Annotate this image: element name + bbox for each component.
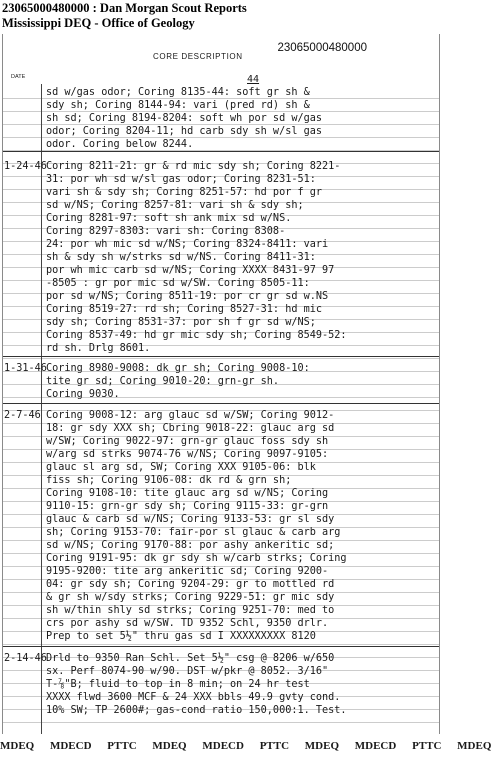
footer-item: PTTC	[259, 740, 290, 752]
footer-item: MDECD	[49, 740, 92, 752]
entry-text	[46, 652, 347, 717]
handwritten-mark: 44	[247, 74, 260, 85]
entry-text	[46, 160, 347, 355]
entry-line: Coring 8537-49: hd gr mic sdy sh; Coring 8549-52:	[46, 330, 347, 341]
sheet-id: 23065000480000	[277, 42, 367, 54]
footer-item: MDECD	[354, 740, 397, 752]
entry-line: glauc sl arg sd, SW; Coring XXX 9105-06: blk	[46, 462, 316, 473]
entry-line: sx. Perf 8074-90 w/90. DST w/pkr @ 8052. 3/16"	[46, 666, 329, 677]
entry-line: tite gr sd; Coring 9010-20: grn-gr sh.	[46, 376, 280, 387]
entry-line: Coring 8297-8303: vari sh: Coring 8308-	[46, 226, 286, 237]
entry-text	[46, 86, 322, 151]
entry-date: 1-31-46	[4, 363, 47, 374]
entry-line: Coring 8211-21: gr & rd mic sdy sh; Coring 8221-	[46, 161, 341, 172]
entry-line: odor; Coring 8204-11; hd carb sdy sh w/sl gas	[46, 126, 323, 137]
footer-item: MDECD	[202, 740, 244, 752]
entry-line: glauc & carb sd w/NS; Coring 9133-53: gr sl sdy	[46, 514, 335, 525]
entry-line: & gr sh w/sdy strks; Coring 9229-51: gr mic sdy	[46, 592, 335, 603]
footer-item: MDEQ	[152, 740, 187, 752]
report-header	[2, 1, 247, 31]
entry-line: 10% SW; TP 2600#; gas-cond ratio 150,000:1. Test.	[46, 705, 347, 716]
entry-line: sh; Coring 9153-70: fair-por sl glauc & carb arg	[46, 527, 341, 538]
entry-line: sdy sh; Coring 8144-94: vari (pred rd) sh &	[46, 100, 310, 111]
entry-line: Coring 9108-10: tite glauc arg sd w/NS; Coring	[46, 488, 329, 499]
entry-text	[46, 409, 347, 643]
footer-item: MDEQ	[457, 740, 492, 752]
entry-line: sh w/thin shly sd strks; Coring 9251-70: med to	[46, 605, 335, 616]
entry-line: Drld to 9350 Ran Schl. Set 5½" csg @ 8206 w/650	[46, 653, 335, 664]
entry-line: 9195-9200: tite arg ankeritic sd; Coring 9200-	[46, 566, 329, 577]
entry-date: 2-7-46	[4, 410, 41, 421]
entry-line: odor. Coring below 8244.	[46, 139, 194, 150]
entry-text	[46, 362, 310, 401]
entry-line: Coring 8519-27: rd sh; Coring 8527-31: hd mic	[46, 304, 323, 315]
entry-separator	[3, 403, 439, 404]
entry-line: T-⅞"B; fluid to top in 8 min; on 24 hr test	[46, 679, 310, 690]
entry-line: XXXX flwd 3600 MCF & 24 XXX bbls 49.9 gvty cond.	[46, 692, 341, 703]
entry-line: sd w/NS; Coring 8257-81: vari sh & sdy sh;	[46, 200, 304, 211]
entry-line: w/arg sd strks 9074-76 w/NS; Coring 9097-9105:	[46, 449, 329, 460]
entry-line: w/SW; Coring 9022-97: grn-gr glauc foss sdy sh	[46, 436, 329, 447]
entry-line: Prep to set 5½" thru gas sd I XXXXXXXXX 8120	[46, 631, 316, 642]
entry-line: crs por ashy sd w/SW. TD 9352 Schl, 9350 drlr.	[46, 618, 329, 629]
entry-line: Coring 9030.	[46, 389, 120, 400]
entry-line: Coring 8281-97: soft sh ank mix sd w/NS.	[46, 213, 292, 224]
entry-line: sdy sh; Coring 8531-37: por sh f gr sd w/NS;	[46, 317, 316, 328]
entry-line: 9110-15: grn-gr sdy sh; Coring 9115-33: gr-grn	[46, 501, 329, 512]
entry-line: 24: por wh mic sd w/NS; Coring 8324-8411: vari	[46, 239, 329, 250]
entry-line: Coring 8980-9008: dk gr sh; Coring 9008-10:	[46, 363, 310, 374]
entry-line: sd w/gas odor; Coring 8135-44: soft gr sh &	[46, 87, 310, 98]
footer-item: MDEQ	[0, 740, 35, 752]
entry-line: 31: por wh sd w/sl gas odor; Coring 8231-51:	[46, 174, 316, 185]
entry-line: Coring 9008-12: arg glauc sd w/SW; Coring 9012-	[46, 410, 335, 421]
footer-item: MDEQ	[304, 740, 340, 752]
date-column-divider	[41, 84, 42, 734]
entry-date: 2-14-46	[4, 653, 47, 664]
footer-bar	[0, 740, 492, 752]
entry-line: Coring 9191-95: dk gr sdy sh w/carb strks; Coring	[46, 553, 347, 564]
entry-line: por wh mic carb sd w/NS; Coring XXXX 8431-97 97	[46, 265, 335, 276]
entry-line: sh sd; Coring 8194-8204: soft wh por sd w/gas	[46, 113, 323, 124]
report-subtitle: Mississippi DEQ - Office of Geology	[2, 16, 195, 30]
entry-line: rd sh. Drlg 8601.	[46, 343, 151, 354]
date-column-label: DATE	[11, 74, 26, 80]
entry-line: 18: gr sdy XXX sh; Cbring 9018-22: glauc arg sd	[46, 423, 335, 434]
entry-line: -8505 : gr por mic sd w/SW. Coring 8505-11:	[46, 278, 310, 289]
entry-line: fiss sh; Coring 9106-08: dk rd & grn sh;	[46, 475, 292, 486]
footer-item: PTTC	[107, 740, 137, 752]
entry-separator	[3, 151, 439, 152]
footer-item: PTTC	[412, 740, 442, 752]
entry-separator	[3, 646, 439, 647]
entry-line: sd w/NS; Coring 9170-88: por ashy ankeritic sd;	[46, 540, 335, 551]
entry-line: sh & sdy sh w/strks sd w/NS. Coring 8411-31:	[46, 252, 316, 263]
report-title: 23065000480000 : Dan Morgan Scout Reports	[2, 1, 247, 15]
entry-date: 1-24-46	[4, 161, 47, 172]
entry-separator	[3, 356, 439, 357]
entry-line: 04: gr sdy sh; Coring 9204-29: gr to mottled rd	[46, 579, 335, 590]
core-description-sheet	[2, 34, 440, 734]
entry-line: vari sh & sdy sh; Coring 8251-57: hd por f gr	[46, 187, 323, 198]
sheet-title: CORE DESCRIPTION	[153, 52, 243, 61]
entry-line: por sd w/NS; Coring 8511-19: por cr gr sd w.NS	[46, 291, 329, 302]
